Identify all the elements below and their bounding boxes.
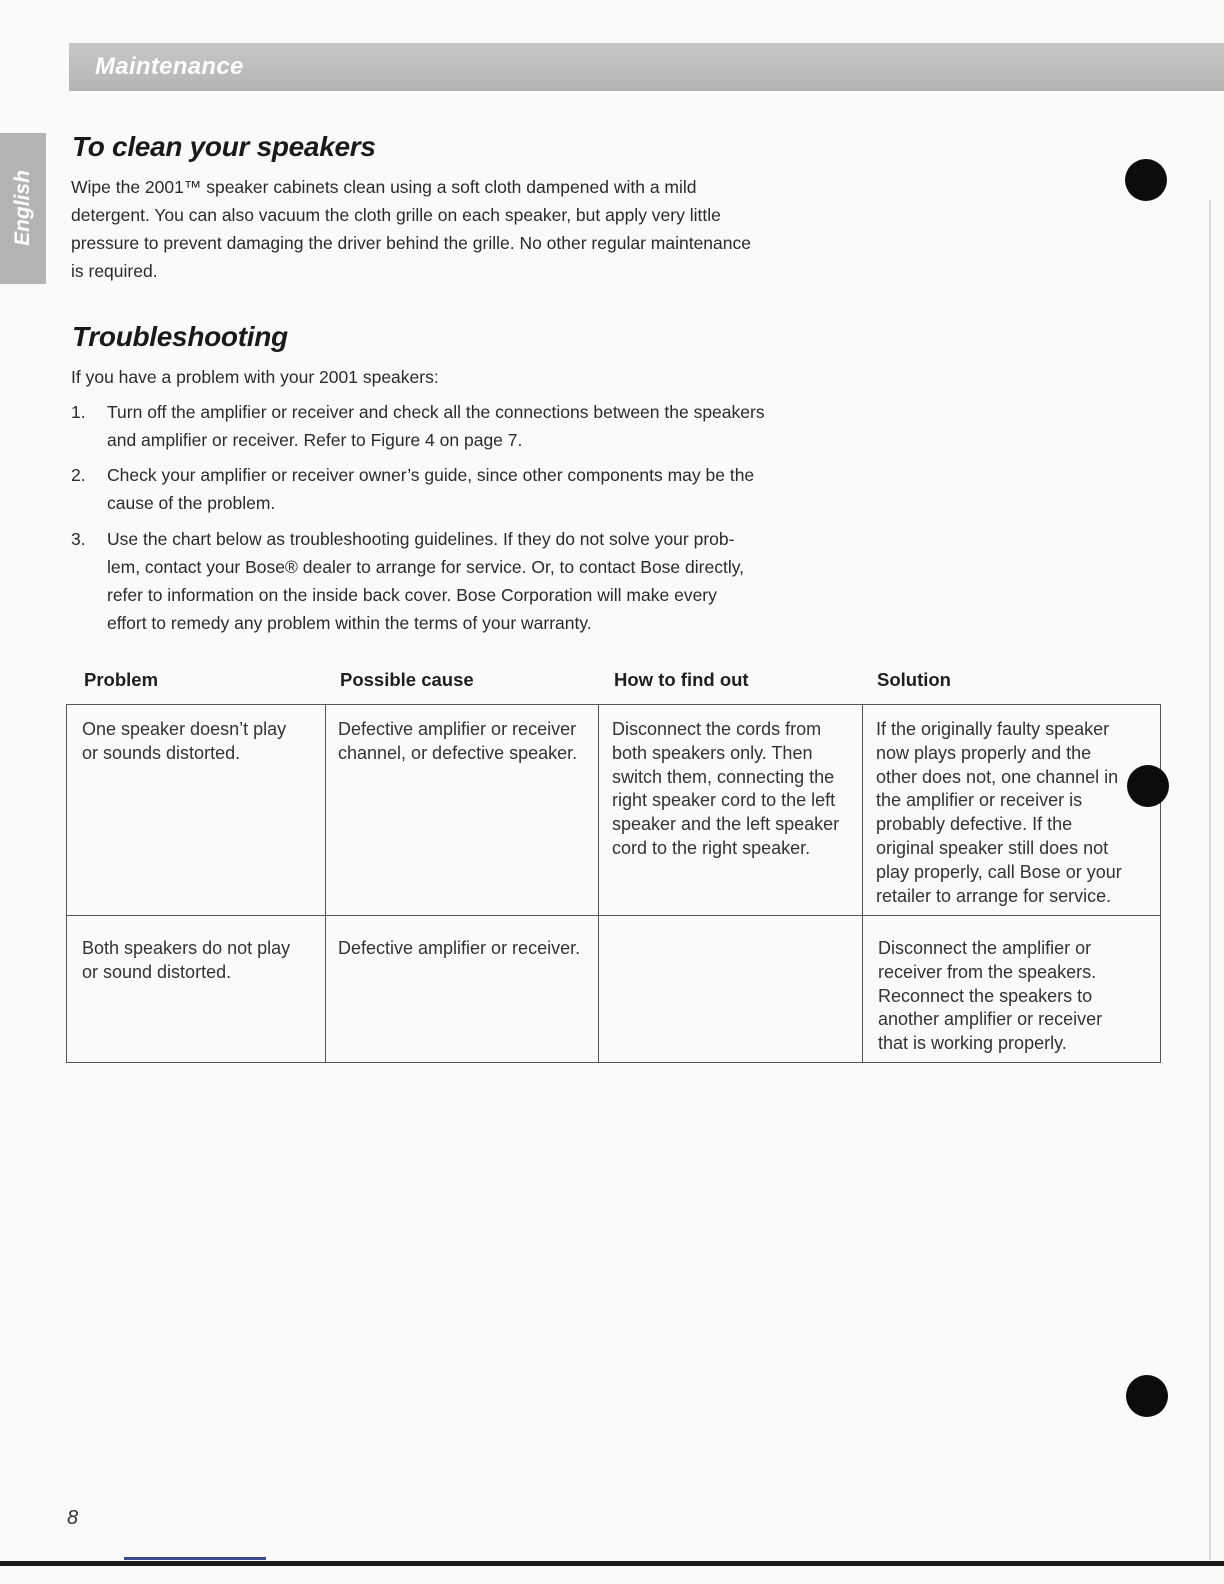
cleaning-line: is required. — [71, 261, 158, 281]
table-cell-cause — [338, 718, 594, 766]
step-number: 1. — [71, 402, 86, 422]
step-line: lem, contact your Bose® dealer to arrange for service. Or, to contact Bose directly, — [107, 557, 745, 577]
cell-line: Disconnect the amplifier or — [878, 938, 1092, 958]
cell-line: If the originally faulty speaker — [876, 719, 1110, 739]
cell-line: Defective amplifier or receiver. — [338, 938, 581, 958]
bottom-rule — [0, 1561, 1224, 1566]
step-line: Use the chart below as troubleshooting guidelines. If they do not solve your prob- — [107, 529, 735, 549]
cell-line: another amplifier or receiver — [878, 1009, 1103, 1030]
page-edge — [1209, 200, 1211, 1560]
cell-line: original speaker still does not — [876, 837, 1109, 858]
cell-line: retailer to arrange for service. — [876, 885, 1112, 906]
cleaning-paragraph — [71, 173, 811, 285]
cell-line: receiver from the speakers. — [878, 961, 1097, 982]
cell-line: both speakers only. Then — [612, 742, 813, 763]
cell-line: cord to the right speaker. — [612, 837, 811, 858]
step-line: effort to remedy any problem within the terms of your warranty. — [107, 613, 592, 633]
table-cell-problem — [82, 937, 320, 985]
table-header-cause: Possible cause — [340, 669, 474, 690]
table-cell-problem — [82, 718, 320, 766]
binder-hole — [1126, 1375, 1168, 1417]
step-line: cause of the problem. — [107, 493, 276, 513]
cell-line: Disconnect the cords from — [612, 719, 822, 739]
cell-line: now plays properly and the — [876, 742, 1092, 763]
cell-line: speaker and the left speaker — [612, 814, 840, 835]
cleaning-line: pressure to prevent damaging the driver behind the grille. No other regular maintenance — [71, 233, 751, 253]
language-tab-label: English — [11, 170, 34, 246]
table-header-solution: Solution — [877, 669, 951, 690]
section-header-band — [69, 43, 1224, 91]
cell-line: that is working properly. — [878, 1033, 1067, 1054]
troubleshooting-heading: Troubleshooting — [72, 321, 288, 352]
column-divider — [325, 705, 326, 1062]
cell-line: probably defective. If the — [876, 814, 1073, 835]
step-number: 2. — [71, 465, 86, 485]
table-header-find-out: How to find out — [614, 669, 749, 690]
binder-hole — [1125, 159, 1167, 201]
cell-line: play properly, call Bose or your — [876, 861, 1122, 882]
troubleshooting-intro: If you have a problem with your 2001 speakers: — [71, 367, 439, 387]
cell-line: or sounds distorted. — [82, 742, 241, 763]
section-title: Maintenance — [95, 53, 244, 80]
cell-line: other does not, one channel in — [876, 766, 1119, 787]
cell-line: Defective amplifier or receiver — [338, 719, 577, 739]
binder-hole — [1127, 765, 1169, 807]
table-cell-cause — [338, 937, 594, 961]
table-header-problem: Problem — [84, 669, 159, 690]
cleaning-line: Wipe the 2001™ speaker cabinets clean using a soft cloth dampened with a mild — [71, 177, 697, 197]
row-divider — [67, 915, 1160, 916]
table-cell-solution — [878, 937, 1156, 1056]
table-cell-find-out — [612, 718, 860, 861]
cleaning-line: detergent. You can also vacuum the cloth grille on each speaker, but apply very little — [71, 205, 721, 225]
table-cell-solution — [876, 718, 1156, 908]
step-line: and amplifier or receiver. Refer to Figure 4 on page 7. — [107, 430, 523, 450]
column-divider — [598, 705, 599, 1062]
cell-line: right speaker cord to the left — [612, 790, 836, 811]
cell-line: Both speakers do not play — [82, 938, 291, 958]
step-line: Check your amplifier or receiver owner’s guide, since other components may be the — [107, 465, 755, 485]
cleaning-heading: To clean your speakers — [72, 131, 376, 162]
cell-line: switch them, connecting the — [612, 766, 835, 787]
cell-line: channel, or defective speaker. — [338, 742, 578, 763]
step-line: refer to information on the inside back cover. Bose Corporation will make every — [107, 585, 717, 605]
bottom-accent — [124, 1557, 266, 1560]
language-tab — [0, 133, 46, 284]
page-number: 8 — [67, 1507, 79, 1529]
cell-line: or sound distorted. — [82, 961, 232, 982]
column-divider — [862, 705, 863, 1062]
step-line: Turn off the amplifier or receiver and check all the connections between the speakers — [107, 402, 765, 422]
step-number: 3. — [71, 529, 86, 549]
cell-line: One speaker doesn’t play — [82, 719, 287, 739]
cell-line: Reconnect the speakers to — [878, 985, 1093, 1006]
cell-line: the amplifier or receiver is — [876, 790, 1083, 811]
